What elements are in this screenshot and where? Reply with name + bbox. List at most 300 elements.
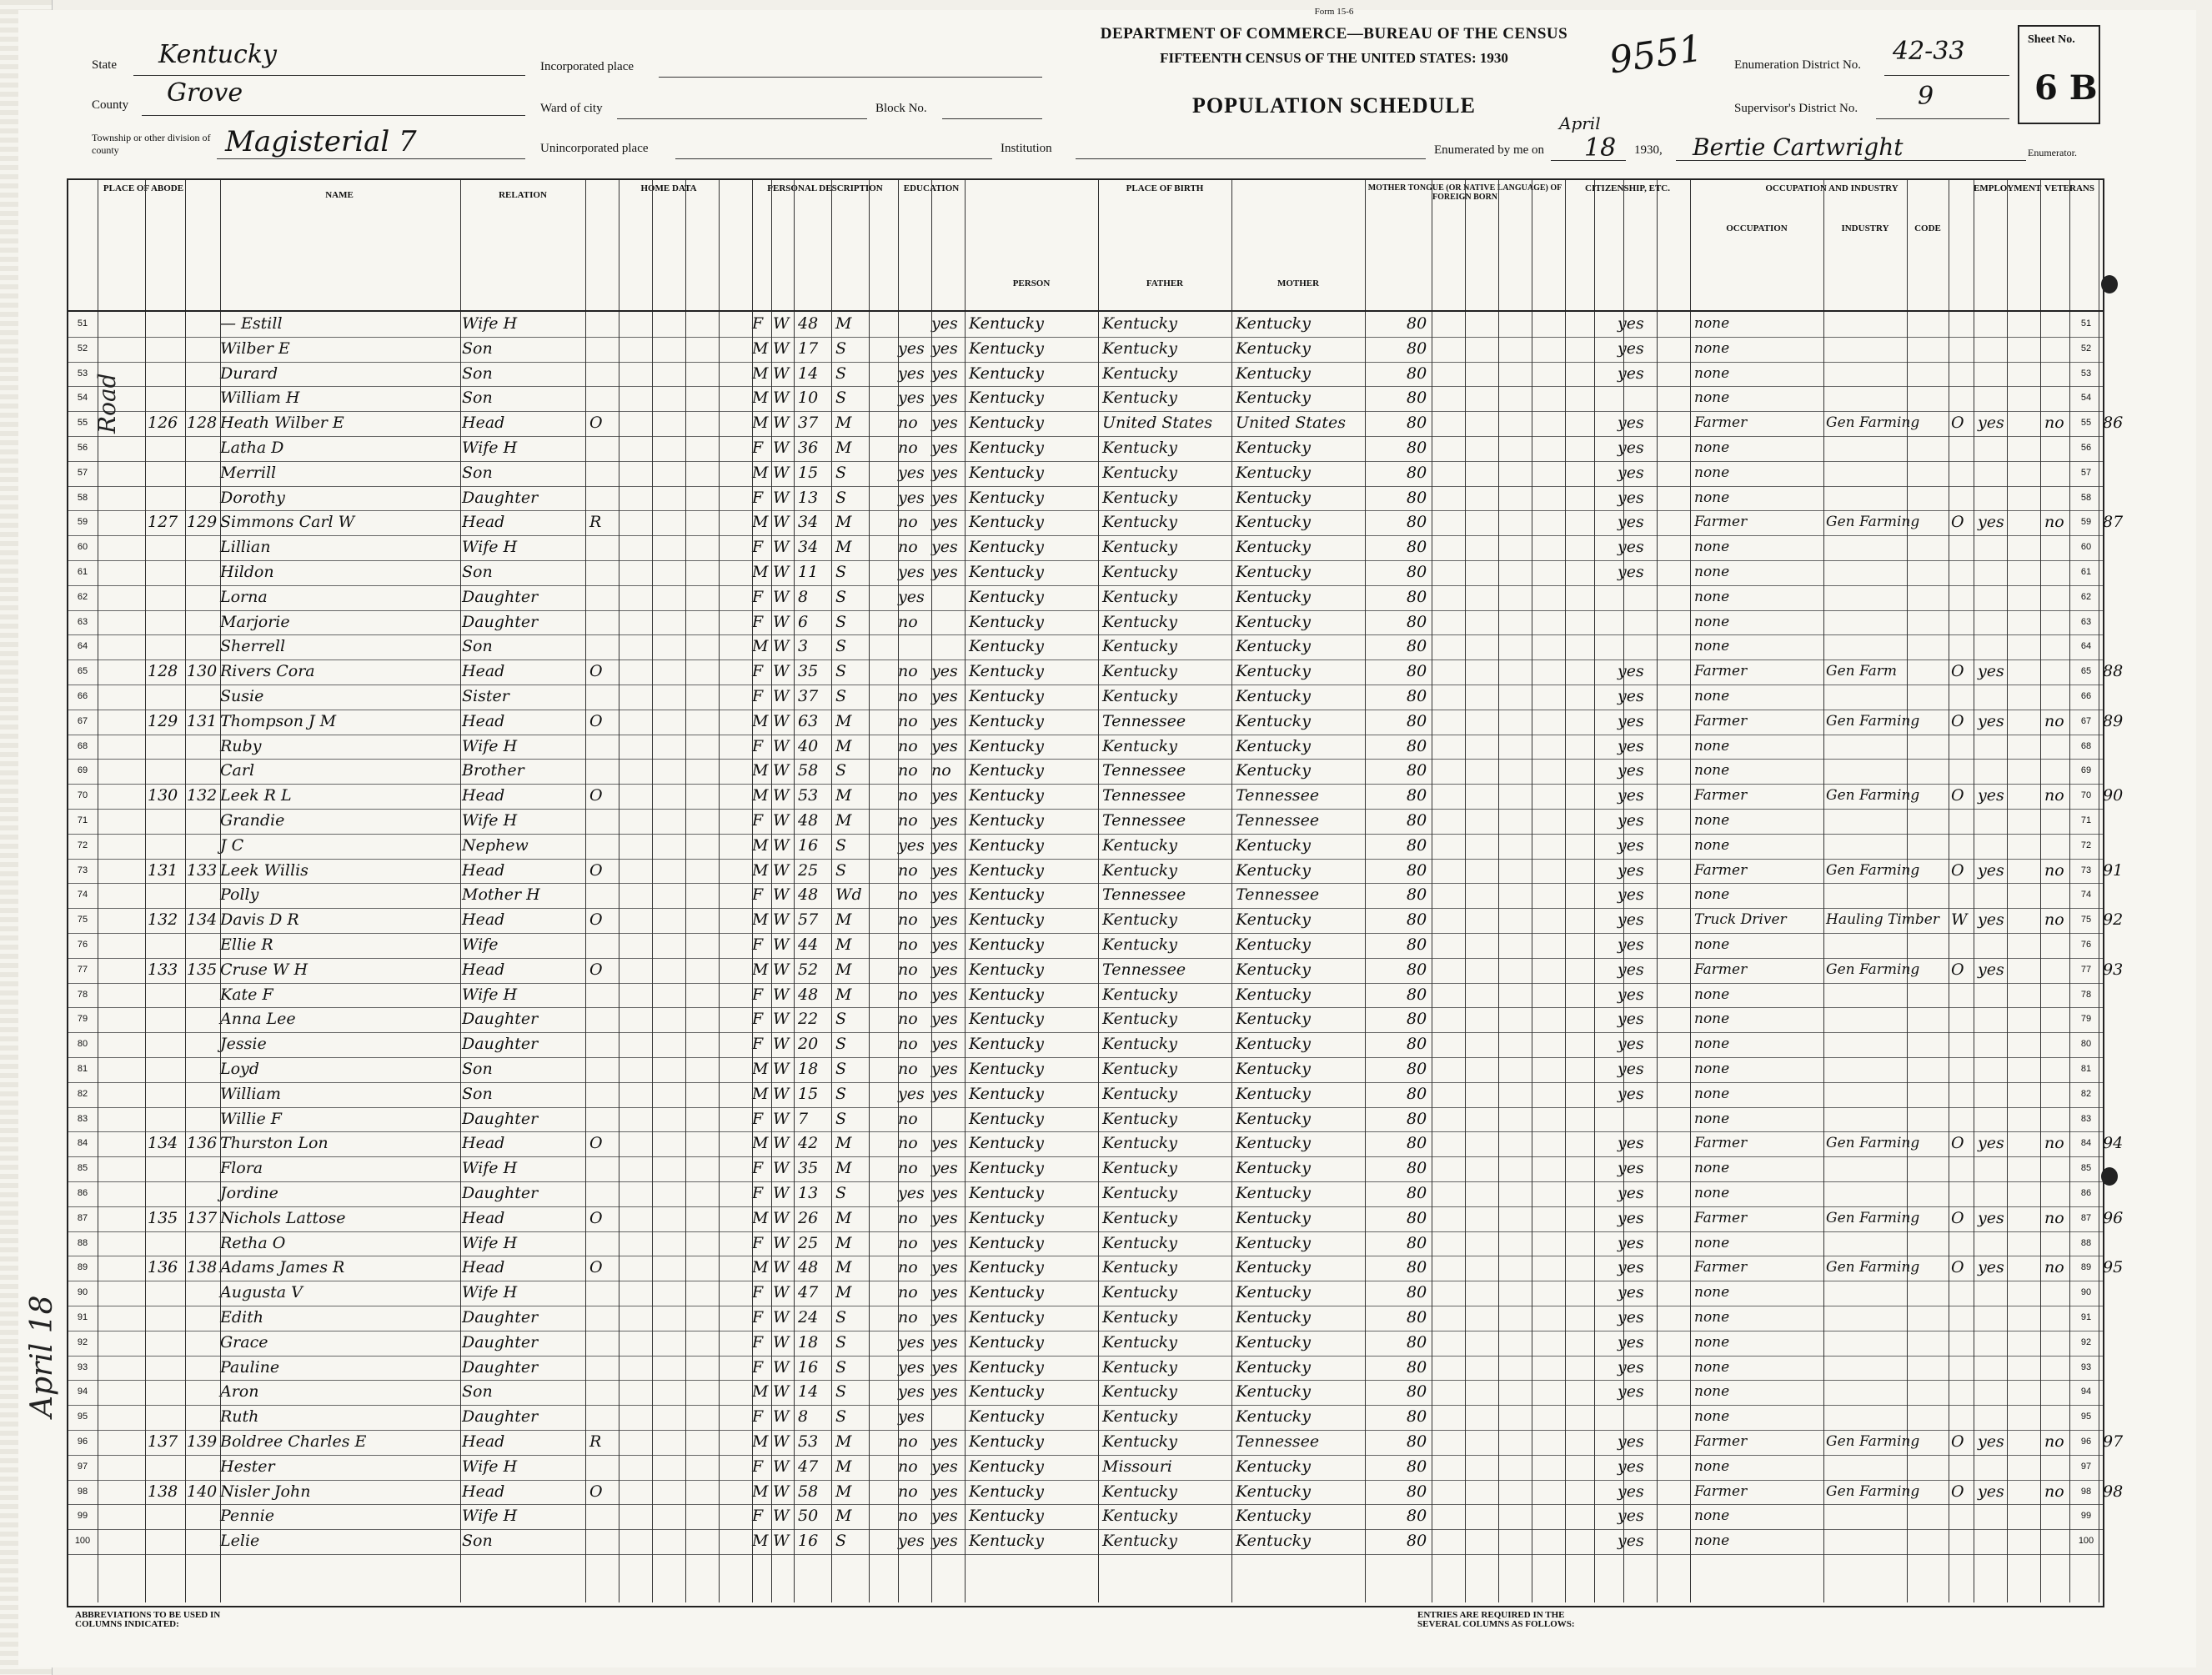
column-divider — [931, 180, 932, 1602]
cell-mar: M — [835, 1482, 852, 1501]
cell-ind: Gen Farming — [1826, 712, 1920, 730]
row-divider — [68, 1554, 2103, 1555]
cell-occ: none — [1694, 389, 1730, 407]
cell-occ: Farmer — [1694, 1259, 1748, 1276]
cell-mbp: Kentucky — [1236, 1010, 1311, 1029]
cell-att: yes — [898, 1532, 925, 1551]
census-table — [67, 178, 2124, 1607]
cell-age: 25 — [798, 860, 819, 880]
cell-eng: yes — [1618, 761, 1644, 780]
line-number: 71 — [77, 815, 88, 825]
cell-ind: Gen Farm — [1826, 663, 1898, 680]
line-number: 94 — [77, 1387, 88, 1397]
cell-code: 80 — [1407, 1507, 1427, 1526]
cell-sex: M — [752, 1084, 769, 1103]
cell-occ: none — [1694, 1061, 1730, 1077]
line-number: 58 — [77, 492, 88, 503]
cell-code: 80 — [1407, 1457, 1427, 1476]
cell-occ: Farmer — [1694, 1433, 1748, 1450]
cell-fbp: Kentucky — [1102, 1532, 1177, 1551]
cell-vet: no — [2044, 414, 2064, 433]
cell-mbp: Kentucky — [1236, 463, 1311, 482]
cell-mar: S — [835, 1308, 847, 1326]
cell-eng: yes — [1618, 1084, 1644, 1103]
line-number: 64 — [77, 641, 88, 652]
cell-sex: F — [752, 935, 764, 954]
cell-rel: Head — [462, 1208, 505, 1227]
cell-mbp: Kentucky — [1236, 662, 1311, 681]
cell-dw: 137 — [148, 1432, 178, 1451]
cell-code: 80 — [1407, 513, 1427, 532]
cell-bp: Kentucky — [969, 1507, 1044, 1526]
cell-mbp: Kentucky — [1236, 1382, 1311, 1402]
cell-mar: M — [835, 1258, 852, 1277]
cell-att: no — [898, 1208, 918, 1227]
cell-mbp: Tennessee — [1236, 786, 1320, 805]
cell-code: 80 — [1407, 1407, 1427, 1427]
cell-code: 80 — [1407, 885, 1427, 905]
cell-mbp: Kentucky — [1236, 985, 1311, 1004]
cell-mar: S — [835, 1184, 847, 1202]
cell-age: 13 — [798, 488, 819, 507]
cell-name: Susie — [220, 687, 264, 705]
cell-age: 14 — [798, 364, 819, 383]
cell-cl: O — [1951, 1482, 1964, 1501]
cell-eng: yes — [1618, 538, 1644, 557]
cell-bp: Kentucky — [969, 612, 1044, 631]
cell-age: 11 — [798, 563, 819, 581]
cell-cl: O — [1951, 662, 1964, 681]
line-number: 68 — [77, 740, 88, 751]
cell-mar: S — [835, 463, 847, 482]
cell-sex: F — [752, 985, 764, 1004]
cell-rd: yes — [931, 1084, 958, 1103]
cell-age: 16 — [798, 835, 819, 855]
cell-age: 26 — [798, 1208, 819, 1227]
cell-mbp: Tennessee — [1236, 885, 1320, 905]
cell-code: 80 — [1407, 1308, 1427, 1326]
cell-sex: M — [752, 1258, 769, 1277]
cell-mbp: Kentucky — [1236, 1407, 1311, 1427]
cell-bp: Kentucky — [969, 1308, 1044, 1326]
cell-age: 6 — [798, 612, 809, 631]
cell-sex: F — [752, 1283, 764, 1302]
cell-name: William H — [220, 389, 300, 408]
cell-name: Anna Lee — [220, 1010, 296, 1029]
cell-rd: yes — [931, 711, 958, 730]
line-number: 75 — [77, 915, 88, 925]
cell-att: no — [898, 736, 918, 755]
cell-occ: none — [1694, 638, 1730, 655]
cell-rd: yes — [931, 935, 958, 954]
line-number: 96 — [77, 1437, 88, 1447]
cell-sex: M — [752, 835, 769, 855]
cell-att: yes — [898, 563, 925, 581]
cell-att: no — [898, 1457, 918, 1476]
line-number: 99 — [77, 1511, 88, 1522]
cell-occ: none — [1694, 886, 1730, 904]
cell-mar: M — [835, 736, 852, 755]
cell-code: 80 — [1407, 314, 1427, 333]
cell-name: Nisler John — [220, 1482, 311, 1501]
cell-occ: Farmer — [1694, 1209, 1748, 1226]
cell-rd: yes — [931, 736, 958, 755]
cell-age: 15 — [798, 463, 819, 482]
county-label: County — [92, 98, 129, 112]
cell-rel: Wife H — [462, 1159, 518, 1178]
cell-bp: Kentucky — [969, 439, 1044, 457]
cell-vet: no — [2044, 910, 2064, 930]
line-number: 88 — [77, 1237, 88, 1248]
cell-cl: O — [1951, 786, 1964, 805]
line-number: 84 — [2080, 1138, 2092, 1149]
cell-att: yes — [898, 1184, 925, 1202]
cell-sex: F — [752, 1308, 764, 1326]
cell-farm: 86 — [2103, 414, 2124, 433]
cell-eng: yes — [1618, 364, 1644, 383]
cell-occ: none — [1694, 613, 1730, 630]
cell-eng: yes — [1618, 1357, 1644, 1377]
cell-sex: F — [752, 612, 764, 631]
cell-bp: Kentucky — [969, 960, 1044, 979]
cell-bp: Kentucky — [969, 736, 1044, 755]
cell-sex: F — [752, 1109, 764, 1128]
cell-rel: Brother — [462, 761, 524, 780]
cell-emp: yes — [1978, 711, 2004, 730]
cell-race: W — [773, 1035, 790, 1054]
cell-rd: yes — [931, 885, 958, 905]
line-number: 89 — [77, 1262, 88, 1273]
cell-bp: Kentucky — [969, 1159, 1044, 1178]
cell-code: 80 — [1407, 1184, 1427, 1202]
cell-rd: yes — [931, 1482, 958, 1501]
cell-code: 80 — [1407, 985, 1427, 1004]
cell-eng: yes — [1618, 1159, 1644, 1178]
sub-code: CODE — [1914, 223, 1941, 233]
line-number: 56 — [2080, 443, 2092, 453]
cell-code: 80 — [1407, 761, 1427, 780]
cell-own: O — [589, 1482, 603, 1501]
cell-age: 42 — [798, 1134, 819, 1153]
cell-att: no — [898, 662, 918, 681]
cell-fam: 140 — [187, 1482, 218, 1501]
supervisor-label: Supervisor's District No. — [1734, 102, 1858, 115]
cell-race: W — [773, 1457, 790, 1476]
line-number: 81 — [77, 1064, 88, 1074]
cell-rd: yes — [931, 1332, 958, 1352]
cell-race: W — [773, 587, 790, 606]
cell-name: Leek R L — [220, 786, 292, 805]
cell-own: O — [589, 1134, 603, 1153]
cell-mar: M — [835, 960, 852, 979]
cell-mbp: Kentucky — [1236, 960, 1311, 979]
cell-mar: S — [835, 339, 847, 358]
cell-rel: Head — [462, 662, 505, 681]
cell-eng: yes — [1618, 339, 1644, 358]
cell-occ: none — [1694, 836, 1730, 854]
cell-rd: yes — [931, 1258, 958, 1277]
cell-mbp: Kentucky — [1236, 389, 1311, 408]
cell-age: 50 — [798, 1507, 819, 1526]
cell-sex: F — [752, 1507, 764, 1526]
cell-name: Pauline — [220, 1357, 280, 1377]
cell-mar: S — [835, 1357, 847, 1377]
cell-rel: Son — [462, 637, 493, 656]
cell-mbp: Kentucky — [1236, 1184, 1311, 1202]
street-note: Road — [93, 373, 121, 434]
cell-code: 80 — [1407, 488, 1427, 507]
cell-mbp: Kentucky — [1236, 1357, 1311, 1377]
cell-age: 44 — [798, 935, 819, 954]
cell-att: no — [898, 786, 918, 805]
cell-race: W — [773, 1432, 790, 1451]
group-veterans: VETERANS — [2044, 183, 2094, 193]
cell-eng: yes — [1618, 835, 1644, 855]
line-number: 98 — [2080, 1486, 2092, 1497]
cell-code: 80 — [1407, 1109, 1427, 1128]
cell-bp: Kentucky — [969, 389, 1044, 408]
cell-race: W — [773, 1482, 790, 1501]
cell-fbp: Kentucky — [1102, 1208, 1177, 1227]
cell-att: no — [898, 935, 918, 954]
cell-name: Grandie — [220, 811, 285, 830]
cell-race: W — [773, 811, 790, 830]
line-number: 87 — [2080, 1212, 2092, 1223]
cell-race: W — [773, 1308, 790, 1326]
cell-mbp: Kentucky — [1236, 1060, 1311, 1078]
cell-fbp: Tennessee — [1102, 960, 1186, 979]
column-divider — [719, 180, 720, 1602]
cell-rel: Daughter — [462, 1357, 539, 1377]
cell-name: Ellie R — [220, 935, 273, 954]
line-number: 74 — [2080, 890, 2092, 900]
column-divider — [1657, 180, 1658, 1602]
cell-mbp: Kentucky — [1236, 835, 1311, 855]
cell-name: Wilber E — [220, 339, 290, 358]
line-number: 63 — [2080, 616, 2092, 627]
cell-race: W — [773, 1109, 790, 1128]
cell-rel: Head — [462, 513, 505, 532]
cell-bp: Kentucky — [969, 563, 1044, 581]
cell-mbp: Kentucky — [1236, 339, 1311, 358]
cell-age: 25 — [798, 1233, 819, 1252]
cell-code: 80 — [1407, 960, 1427, 979]
cell-mbp: Kentucky — [1236, 1457, 1311, 1476]
cell-name: Merrill — [220, 463, 277, 482]
cell-occ: none — [1694, 539, 1730, 556]
cell-race: W — [773, 960, 790, 979]
cell-mbp: Tennessee — [1236, 1432, 1320, 1451]
column-divider — [1823, 180, 1824, 1602]
cell-fam: 130 — [187, 662, 218, 681]
cell-rel: Daughter — [462, 1184, 539, 1202]
cell-bp: Kentucky — [969, 1109, 1044, 1128]
cell-name: Retha O — [220, 1233, 286, 1252]
line-number: 78 — [77, 989, 88, 1000]
column-divider — [869, 180, 870, 1602]
cell-fbp: Kentucky — [1102, 1432, 1177, 1451]
cell-rd: yes — [931, 1134, 958, 1153]
cell-cl: O — [1951, 1134, 1964, 1153]
cell-sex: F — [752, 1233, 764, 1252]
margin-note: April 18 — [25, 1295, 59, 1417]
cell-occ: Farmer — [1694, 514, 1748, 531]
cell-mar: M — [835, 1432, 852, 1451]
cell-age: 7 — [798, 1109, 809, 1128]
line-number: 58 — [2080, 492, 2092, 503]
enum-month: April — [1559, 113, 1601, 133]
cell-race: W — [773, 1283, 790, 1302]
column-divider — [898, 180, 899, 1602]
cell-fam: 136 — [187, 1134, 218, 1153]
cell-bp: Kentucky — [969, 687, 1044, 705]
cell-eng: yes — [1618, 1035, 1644, 1054]
cell-mar: M — [835, 439, 852, 457]
cell-bp: Kentucky — [969, 985, 1044, 1004]
cell-att: no — [898, 1134, 918, 1153]
column-divider — [1365, 180, 1366, 1602]
cell-code: 80 — [1407, 414, 1427, 433]
cell-cl: O — [1951, 1432, 1964, 1451]
cell-name: Grace — [220, 1332, 268, 1352]
cell-occ: none — [1694, 1110, 1730, 1127]
cell-race: W — [773, 538, 790, 557]
cell-name: Cruse W H — [220, 960, 308, 979]
cell-farm: 94 — [2103, 1134, 2124, 1153]
column-divider — [752, 180, 753, 1602]
cell-farm: 95 — [2103, 1258, 2124, 1277]
cell-mar: M — [835, 811, 852, 830]
cell-code: 80 — [1407, 711, 1427, 730]
cell-race: W — [773, 761, 790, 780]
cell-sex: M — [752, 1382, 769, 1402]
cell-mbp: Kentucky — [1236, 910, 1311, 930]
line-number: 54 — [2080, 393, 2092, 404]
line-number: 59 — [77, 517, 88, 528]
cell-occ: Farmer — [1694, 787, 1748, 805]
cell-rel: Head — [462, 860, 505, 880]
cell-race: W — [773, 314, 790, 333]
cell-eng: yes — [1618, 985, 1644, 1004]
cell-sex: F — [752, 687, 764, 705]
cell-att: yes — [898, 1382, 925, 1402]
cell-cl: O — [1951, 860, 1964, 880]
cell-age: 48 — [798, 885, 819, 905]
line-number: 92 — [77, 1336, 88, 1347]
cell-mbp: Kentucky — [1236, 364, 1311, 383]
cell-bp: Kentucky — [969, 488, 1044, 507]
cell-fbp: Tennessee — [1102, 761, 1186, 780]
cell-fbp: Kentucky — [1102, 1010, 1177, 1029]
cell-code: 80 — [1407, 935, 1427, 954]
column-divider — [1498, 180, 1499, 1602]
cell-bp: Kentucky — [969, 860, 1044, 880]
cell-own: O — [589, 414, 603, 433]
cell-rd: yes — [931, 1308, 958, 1326]
cell-age: 18 — [798, 1060, 819, 1078]
cell-rel: Son — [462, 1532, 493, 1551]
line-number: 84 — [77, 1138, 88, 1149]
cell-fbp: Kentucky — [1102, 314, 1177, 333]
cell-farm: 88 — [2103, 662, 2124, 681]
cell-fbp: Kentucky — [1102, 587, 1177, 606]
cell-att: yes — [898, 835, 925, 855]
cell-age: 8 — [798, 587, 809, 606]
cell-rel: Nephew — [462, 835, 529, 855]
cell-rd: yes — [931, 364, 958, 383]
cell-mar: M — [835, 786, 852, 805]
cell-rd: yes — [931, 1382, 958, 1402]
column-divider — [1098, 180, 1099, 1602]
township-label: Township or other division of county — [92, 132, 211, 156]
cell-rel: Wife H — [462, 1283, 518, 1302]
cell-rel: Son — [462, 563, 493, 581]
header-divider — [68, 310, 2103, 312]
cell-rel: Wife H — [462, 1233, 518, 1252]
cell-emp: yes — [1978, 662, 2004, 681]
group-employment: EMPLOYMENT — [1974, 183, 2042, 193]
cell-vet: no — [2044, 1208, 2064, 1227]
cell-age: 36 — [798, 439, 819, 457]
cell-age: 13 — [798, 1184, 819, 1202]
cell-bp: Kentucky — [969, 1357, 1044, 1377]
cell-bp: Kentucky — [969, 463, 1044, 482]
cell-name: Ruth — [220, 1407, 259, 1427]
column-divider — [1623, 180, 1624, 1602]
line-number: 93 — [77, 1362, 88, 1372]
line-number: 61 — [2080, 567, 2092, 577]
cell-att: no — [898, 1159, 918, 1178]
cell-att: no — [898, 414, 918, 433]
cell-fbp: Kentucky — [1102, 736, 1177, 755]
line-number: 79 — [77, 1014, 88, 1025]
cell-rd: yes — [931, 1357, 958, 1377]
cell-age: 35 — [798, 662, 819, 681]
cell-bp: Kentucky — [969, 1382, 1044, 1402]
cell-att: no — [898, 811, 918, 830]
cell-att: no — [898, 1035, 918, 1054]
line-number: 63 — [77, 616, 88, 627]
cell-att: yes — [898, 364, 925, 383]
cell-fbp: Kentucky — [1102, 1283, 1177, 1302]
cell-age: 40 — [798, 736, 819, 755]
cell-rd: yes — [931, 513, 958, 532]
sheet-box — [2018, 25, 2100, 124]
cell-mbp: Kentucky — [1236, 711, 1311, 730]
cell-race: W — [773, 860, 790, 880]
cell-name: Nichols Lattose — [220, 1208, 346, 1227]
cell-eng: yes — [1618, 662, 1644, 681]
cell-att: no — [898, 985, 918, 1004]
cell-cl: O — [1951, 711, 1964, 730]
cell-fbp: Kentucky — [1102, 1507, 1177, 1526]
cell-emp: yes — [1978, 786, 2004, 805]
cell-rd: yes — [931, 488, 958, 507]
cell-sex: F — [752, 488, 764, 507]
enumerator-label: Enumerator. — [2028, 147, 2077, 158]
cell-name: — Estill — [220, 314, 283, 333]
cell-rd: yes — [931, 1208, 958, 1227]
cell-eng: yes — [1618, 1507, 1644, 1526]
cell-dw: 126 — [148, 414, 178, 433]
cell-bp: Kentucky — [969, 1010, 1044, 1029]
column-divider — [771, 180, 772, 1602]
cell-sex: F — [752, 1457, 764, 1476]
column-divider — [460, 180, 461, 1602]
cell-bp: Kentucky — [969, 1283, 1044, 1302]
cell-mbp: Kentucky — [1236, 1159, 1311, 1178]
column-divider — [220, 180, 221, 1602]
